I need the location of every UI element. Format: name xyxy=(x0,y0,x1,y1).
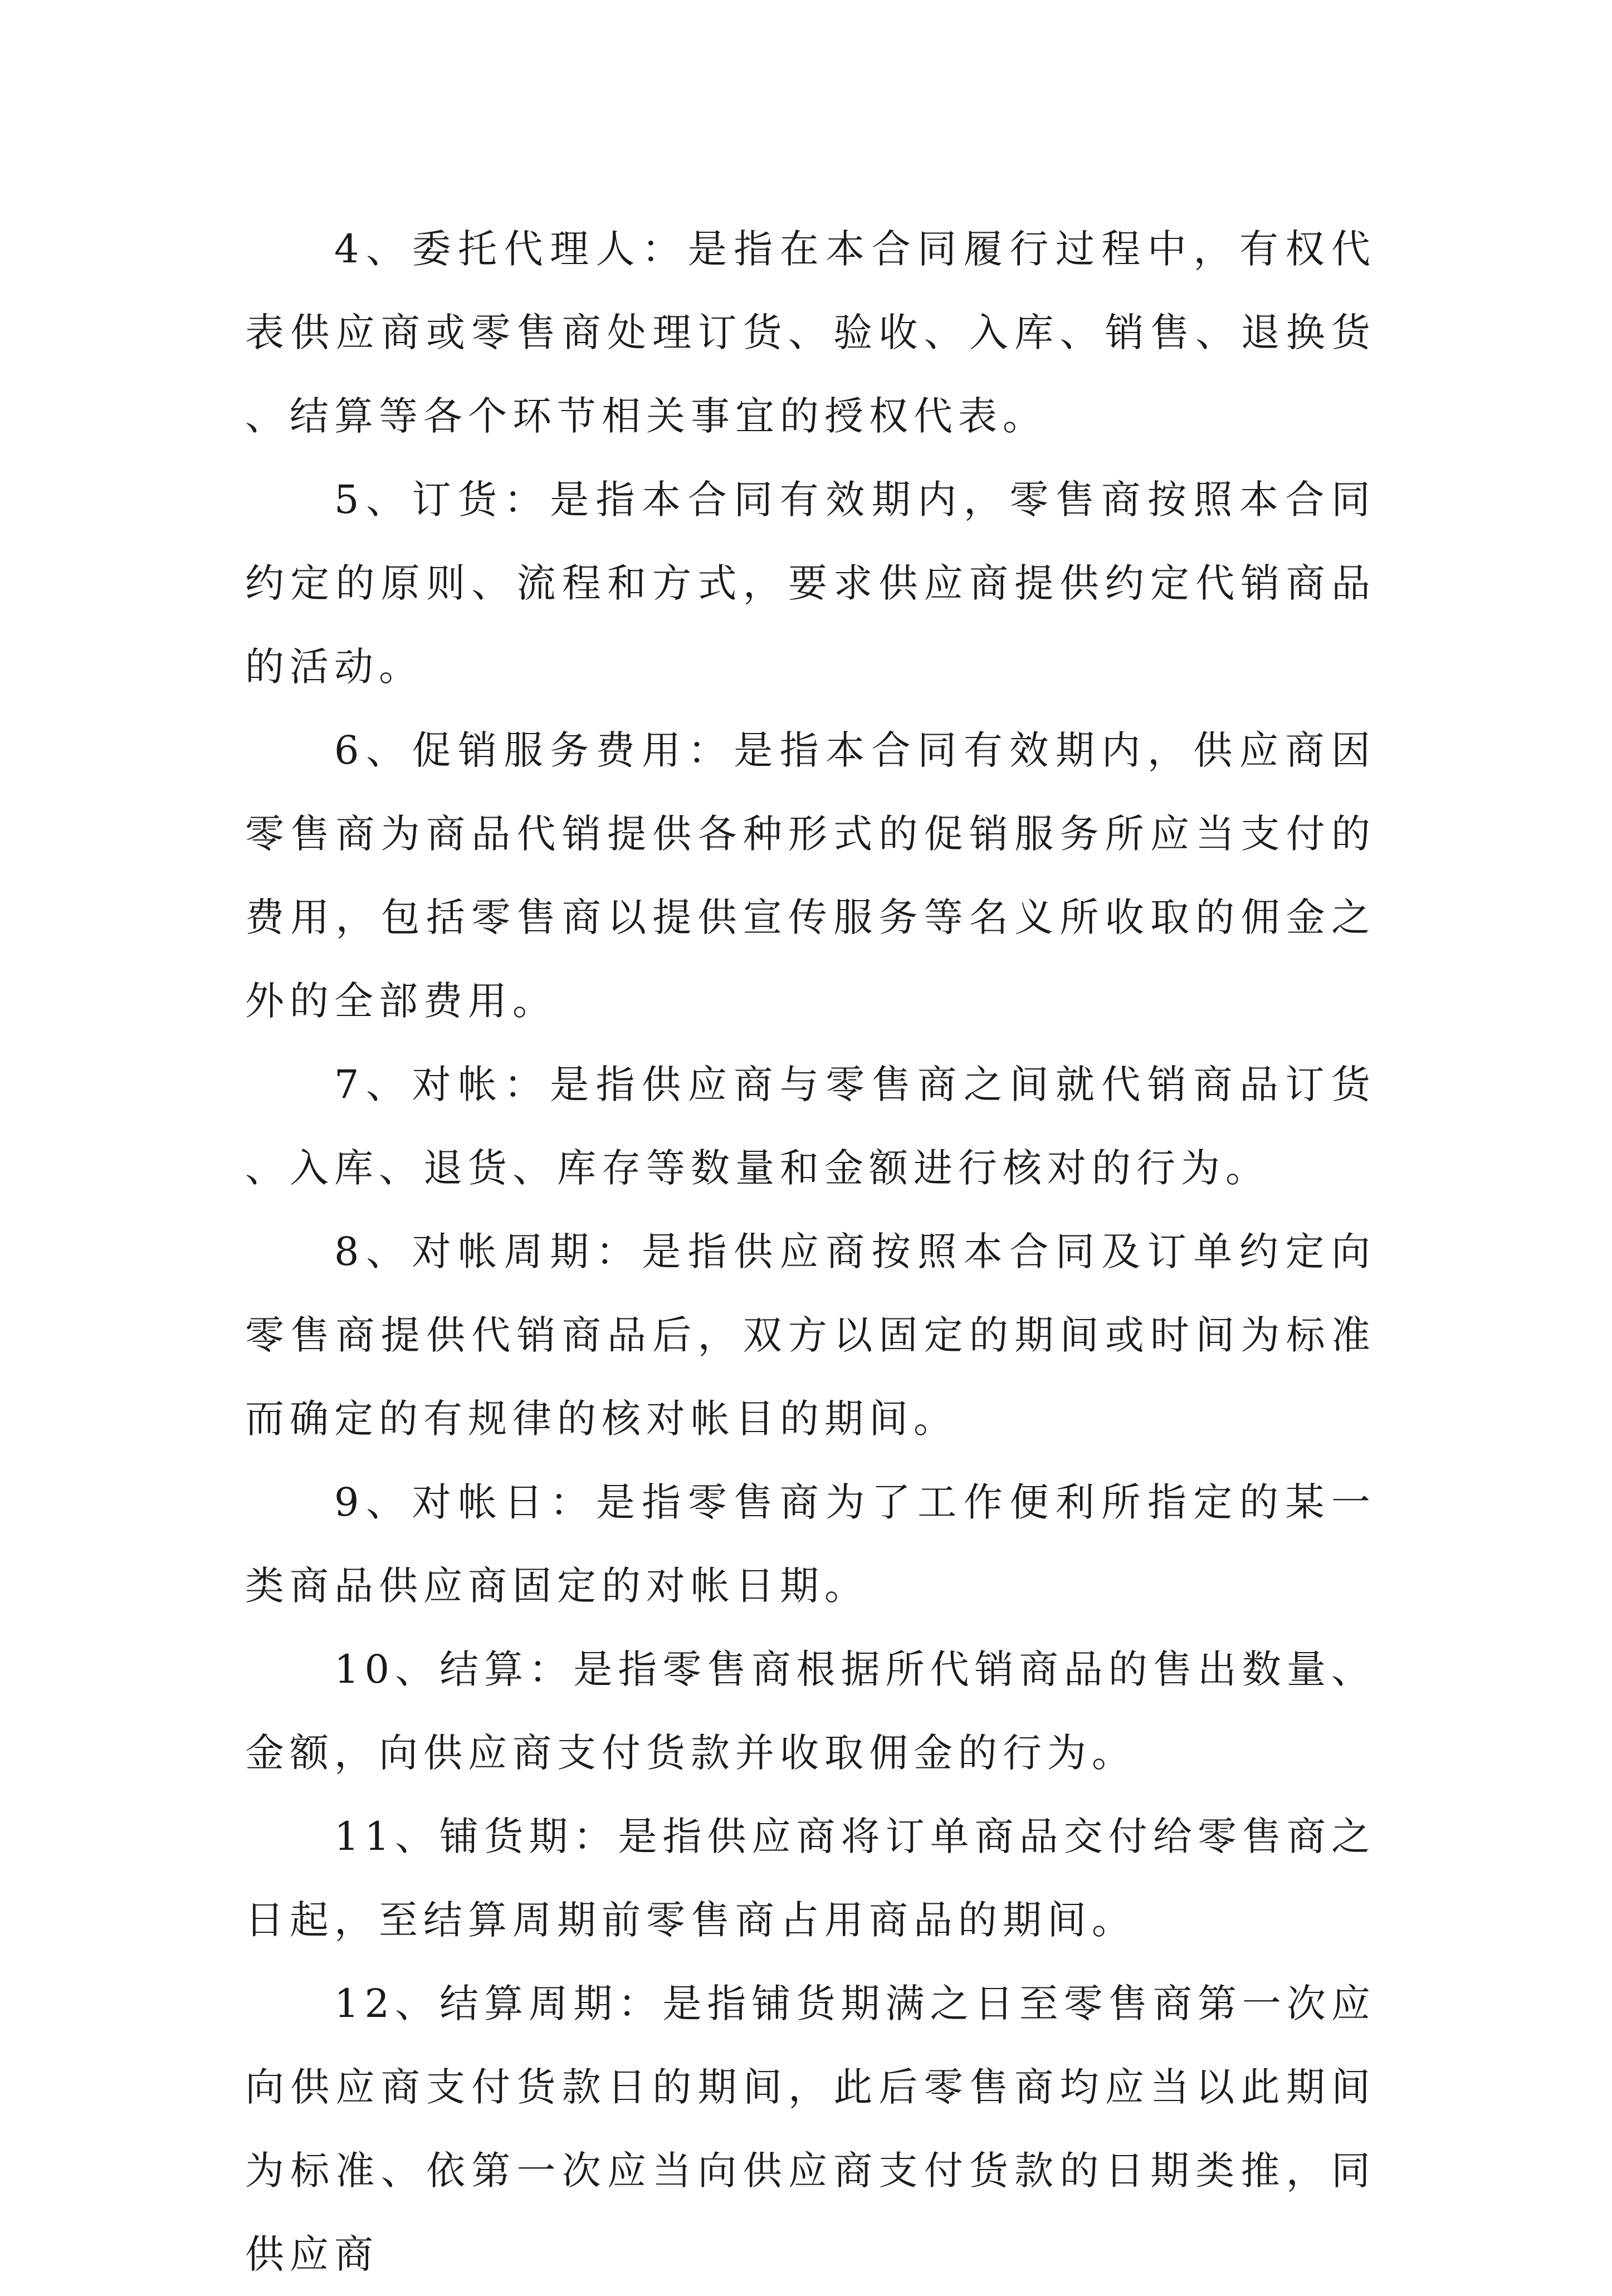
paragraph-8-reconciliation-cycle: 8、对帐周期：是指供应商按照本合同及订单约定向零售商提供代销商品后，双方以固定的期间或时间为标准而确定的有规律的核对帐目的期间。 xyxy=(245,1229,1376,1442)
paragraph-7-reconciliation: 7、对帐：是指供应商与零售商之间就代销商品订货、入库、退货、库存等数量和金额进行核对的行为。 xyxy=(245,1062,1376,1191)
paragraph-11-stocking-period: 11、铺货期：是指供应商将订单商品交付给零售商之日起，至结算周期前零售商占用商品的期间。 xyxy=(245,1814,1376,1943)
paragraph-5-ordering: 5、订货：是指本合同有效期内，零售商按照本合同约定的原则、流程和方式，要求供应商提供约定代销商品的活动。 xyxy=(245,477,1376,690)
paragraph-10-settlement: 10、结算：是指零售商根据所代销商品的售出数量、金额，向供应商支付货款并收取佣金的行为。 xyxy=(245,1647,1376,1776)
paragraph-4-agent: 4、委托代理人：是指在本合同履行过程中，有权代表供应商或零售商处理订货、验收、入库、销售、退换货、结算等各个环节相关事宜的授权代表。 xyxy=(245,226,1376,439)
paragraph-12-settlement-cycle: 12、结算周期：是指铺货期满之日至零售商第一次应向供应商支付货款日的期间，此后零售商均应当以此期间为标准、依第一次应当向供应商支付货款的日期类推，同供应商 xyxy=(245,1981,1376,2277)
document-body xyxy=(245,207,1376,2296)
paragraph-9-reconciliation-day: 9、对帐日：是指零售商为了工作便利所指定的某一类商品供应商固定的对帐日期。 xyxy=(245,1479,1376,1609)
paragraph-6-promotion-fees: 6、促销服务费用：是指本合同有效期内，供应商因零售商为商品代销提供各种形式的促销服务所应当支付的费用，包括零售商以提供宣传服务等名义所收取的佣金之外的全部费用。 xyxy=(245,727,1376,1024)
